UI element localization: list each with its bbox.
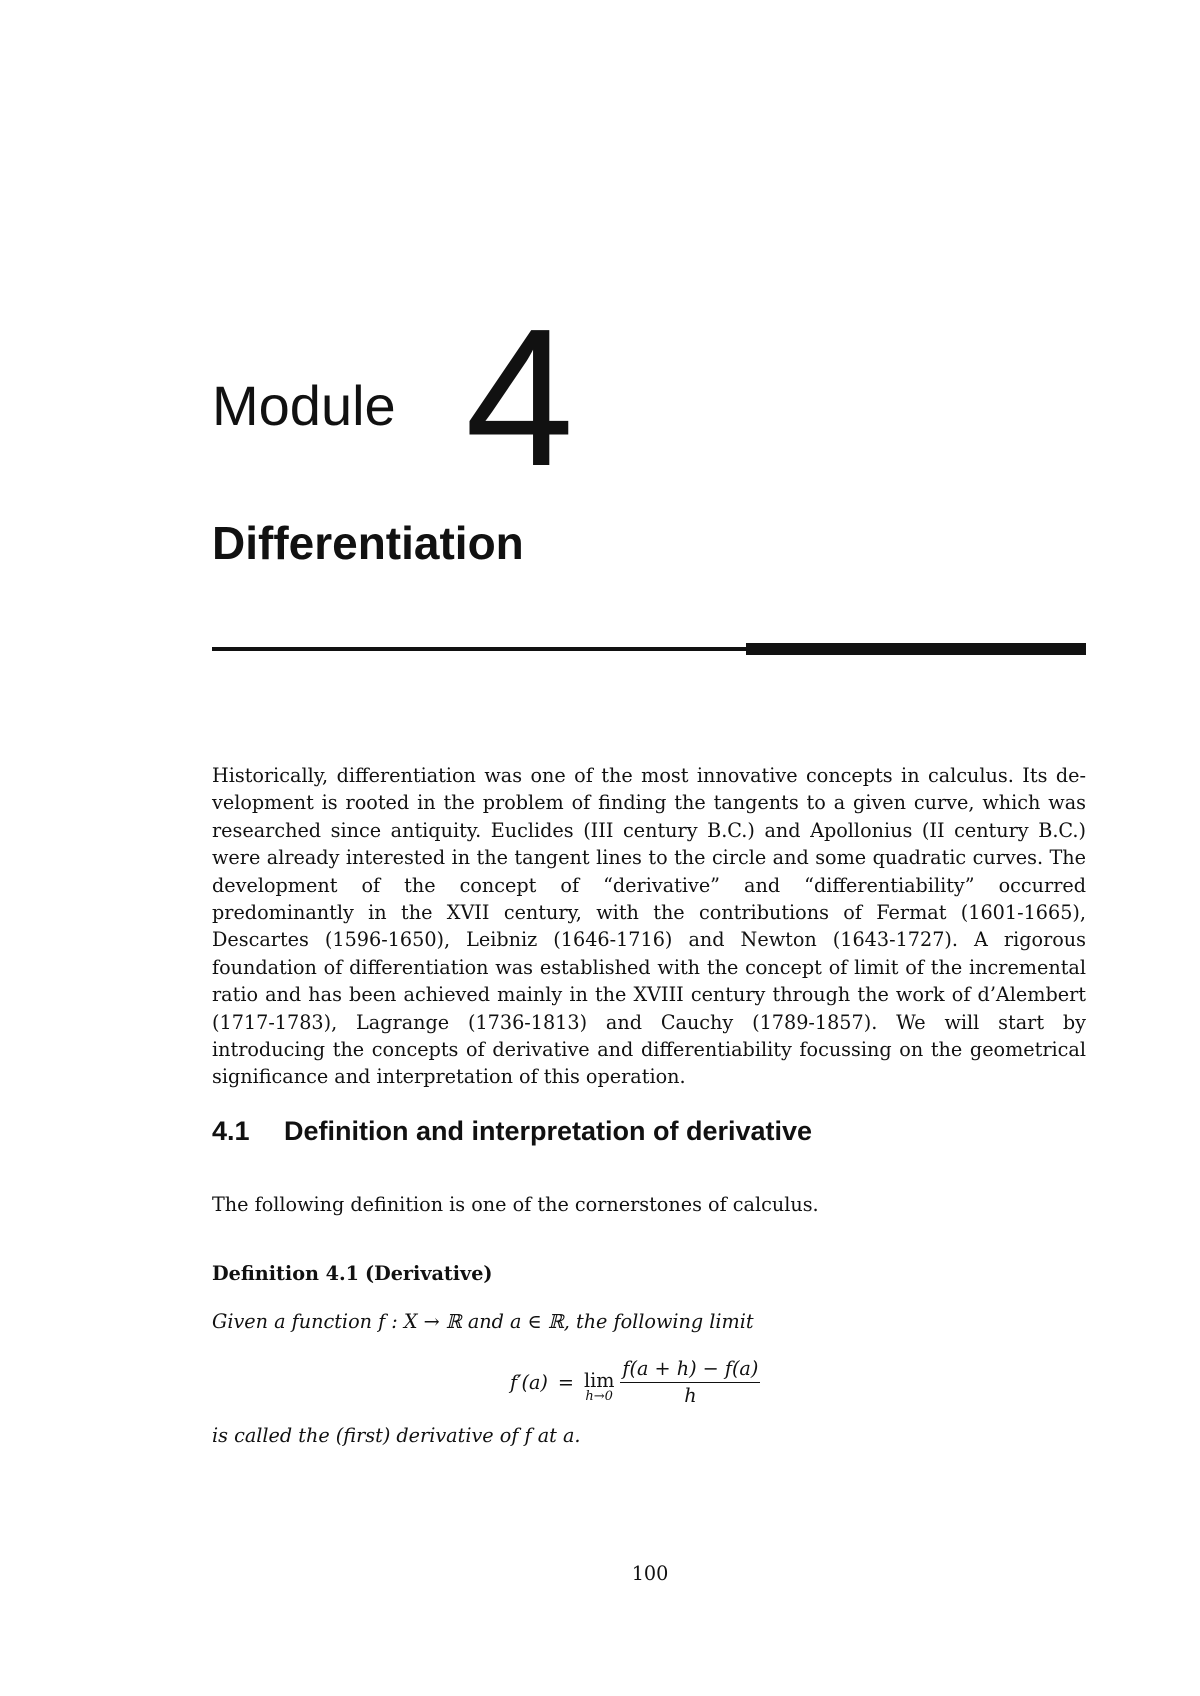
definition-heading — [212, 1262, 493, 1285]
limit-word: lim — [583, 1369, 615, 1393]
title-rule-thick — [746, 643, 1086, 655]
chapter-title: Differentiation — [212, 517, 524, 569]
fraction-denominator: h — [684, 1384, 697, 1407]
derivative-formula — [510, 1352, 760, 1412]
section-number: 4.1 — [212, 1116, 250, 1146]
intro-paragraph: Historically, differentiation was one of the most innovative concepts in calculus. Its development is rooted in the problem of finding the tangents to a given curve, which was researched since antiquity. Euclides (III century B.C.) and Apollonius (II century B.C.) were already interested in the tangent lines to the circle and some quadratic curves. The development of the concept of “derivative” and “differentiability” occurred predominantly in the XVII century, with the contributions of Fermat (1601-1665), Descartes (1596-1650), Leibniz (1646-1716) and Newton (1643-1727). A rigorous foundation of differentiation was established with the concept of limit of the incremental ratio and has been achieved mainly in the XVIII century through the work of d’Alembert (1717-1783), Lagrange (1736-1813) and Cauchy (1789-1857). We will start by introducing the concepts of derivative and differentiability focussing on the geometrical significance and interpretation of this operation. — [212, 764, 1086, 1089]
limit-operator — [584, 1371, 614, 1405]
section-lead-text: The following definition is one of the cornerstones of calculus. — [212, 1193, 819, 1216]
definition-label: Definition 4.1 — [212, 1262, 359, 1285]
title-rule-thin — [212, 647, 747, 651]
incremental-ratio-fraction — [620, 1358, 760, 1406]
section-heading — [212, 1118, 812, 1145]
formula-lhs: f′(a) — [510, 1370, 548, 1394]
limit-subscript: h→0 — [585, 1389, 613, 1405]
definition-name: (Derivative) — [365, 1262, 493, 1285]
section-title: Definition and interpretation of derivative — [284, 1116, 813, 1146]
module-number: 4 — [465, 288, 575, 507]
page-number: 100 — [631, 1562, 669, 1585]
fraction-numerator: f(a + h) − f(a) — [620, 1358, 760, 1383]
module-label: Module — [212, 374, 396, 437]
definition-statement: Given a function f : X → ℝ and a ∈ ℝ, the following limit — [212, 1310, 754, 1333]
formula-equals: = — [557, 1370, 574, 1394]
definition-conclusion: is called the (first) derivative of f at a. — [212, 1424, 581, 1447]
